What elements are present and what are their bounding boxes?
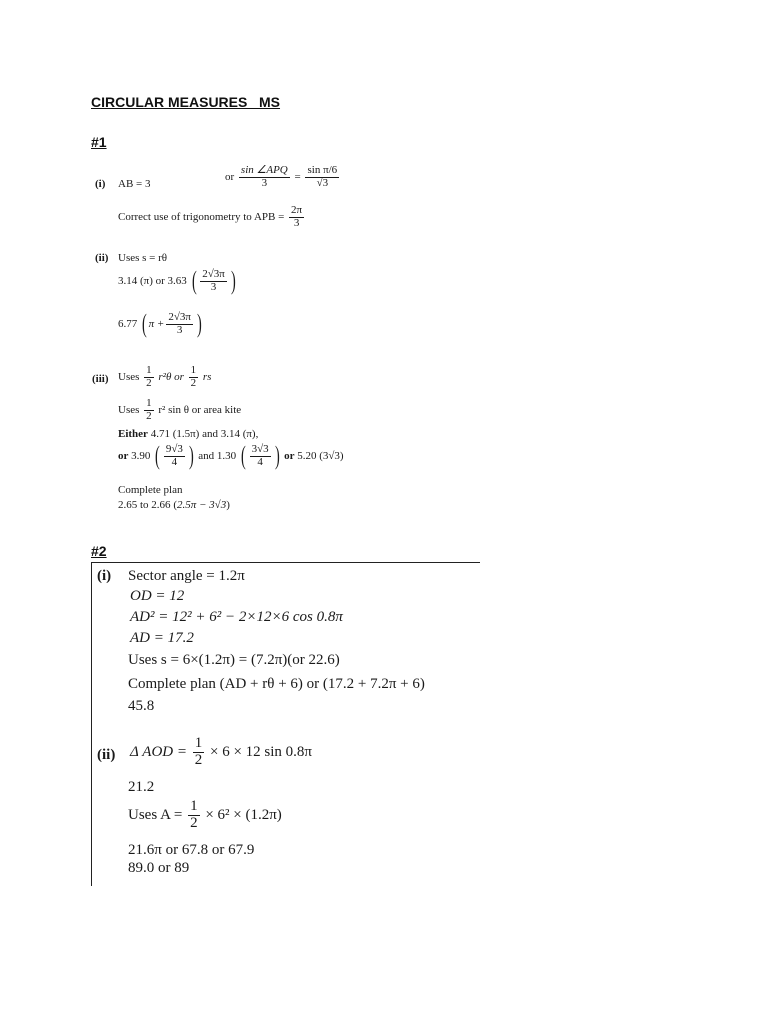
- q2-i-line6: Complete plan (AD + rθ + 6) or (17.2 + 7.2π + 6): [128, 676, 425, 692]
- q2-ii-line5: 89.0 or 89: [128, 860, 190, 876]
- q2-i-line5: Uses s = 6×(1.2π) = (7.2π)(or 22.6): [128, 652, 340, 668]
- answer-box-top-border: [91, 562, 480, 563]
- q1-i-ratio: or $\frac{\text{sin ∠APQ}}{3}$ = $\frac{\text{sin π/6}}{√3}$: [225, 164, 338, 189]
- q1-iii-line5: Complete plan: [118, 484, 183, 496]
- q2-ii-line4: 21.6π or 67.8 or 67.9: [128, 842, 255, 858]
- q1-iii-line4: or 3.90 ( $\frac{9√3}{4}$ ) and 1.30 ( $\frac{3√3}{4}$ ) or 5.20 (3√3): [118, 441, 344, 470]
- q1-iii-line3: Either 4.71 (1.5π) and 3.14 (π),: [118, 428, 259, 440]
- q1-i-trig-line: Correct use of trigonometry to APB = $\frac{2\pi}{3}$: [118, 204, 303, 229]
- q1-i-rhs-fraction: $\frac{\text{sin π/6}}{√3}$: [307, 164, 338, 189]
- q1-i-lhs-fraction: $\frac{\text{sin ∠APQ}}{3}$: [240, 164, 288, 189]
- q2-ii-tag: (ii): [97, 747, 116, 763]
- q2-i-line2: OD = 12: [130, 588, 185, 604]
- q1-i-trig-fraction: $\frac{2\pi}{3}$: [291, 204, 303, 229]
- q1-iii-line6: 2.65 to 2.66 (2.5π − 3√3): [118, 499, 230, 511]
- q1-ii-line3: 6.77 ( π + $\frac{2√3\pi}{3}$ ): [118, 309, 202, 338]
- question-1-label: #1: [91, 134, 107, 150]
- q1-i-tag: (i): [95, 178, 106, 190]
- q2-ii-line2: 21.2: [128, 779, 155, 795]
- q2-ii-line3: Uses A = $\frac{1}{2}$ × 6² × (1.2π): [128, 798, 282, 831]
- q1-i-ab: AB = 3: [118, 178, 151, 190]
- q2-ii-line1: Δ AOD = $\frac{1}{2}$ × 6 × 12 sin 0.8π: [130, 735, 312, 768]
- q1-ii-uses: Uses s = rθ: [118, 252, 168, 264]
- q2-i-tag: (i): [97, 568, 112, 584]
- q2-i-line4: AD = 17.2: [130, 630, 194, 646]
- page-title: CIRCULAR MEASURES _MS: [91, 94, 281, 110]
- q2-i-line1: Sector angle = 1.2π: [128, 568, 245, 584]
- answer-box-left-border: [91, 562, 92, 886]
- q1-ii-line2: 3.14 (π) or 3.63 ( $\frac{2√3\pi}{3}$ ): [118, 266, 236, 295]
- question-2-label: #2: [91, 543, 107, 559]
- q1-ii-tag: (ii): [95, 252, 109, 264]
- q1-iii-line1: Uses $\frac{1}{2}$ r²θ or $\frac{1}{2}$ rs: [118, 364, 212, 389]
- q1-iii-line2: Uses $\frac{1}{2}$ r² sin θ or area kite: [118, 397, 242, 422]
- q2-i-line7: 45.8: [128, 698, 155, 714]
- q2-i-line3: AD² = 12² + 6² − 2×12×6 cos 0.8π: [130, 609, 343, 625]
- q1-iii-tag: (iii): [92, 373, 109, 385]
